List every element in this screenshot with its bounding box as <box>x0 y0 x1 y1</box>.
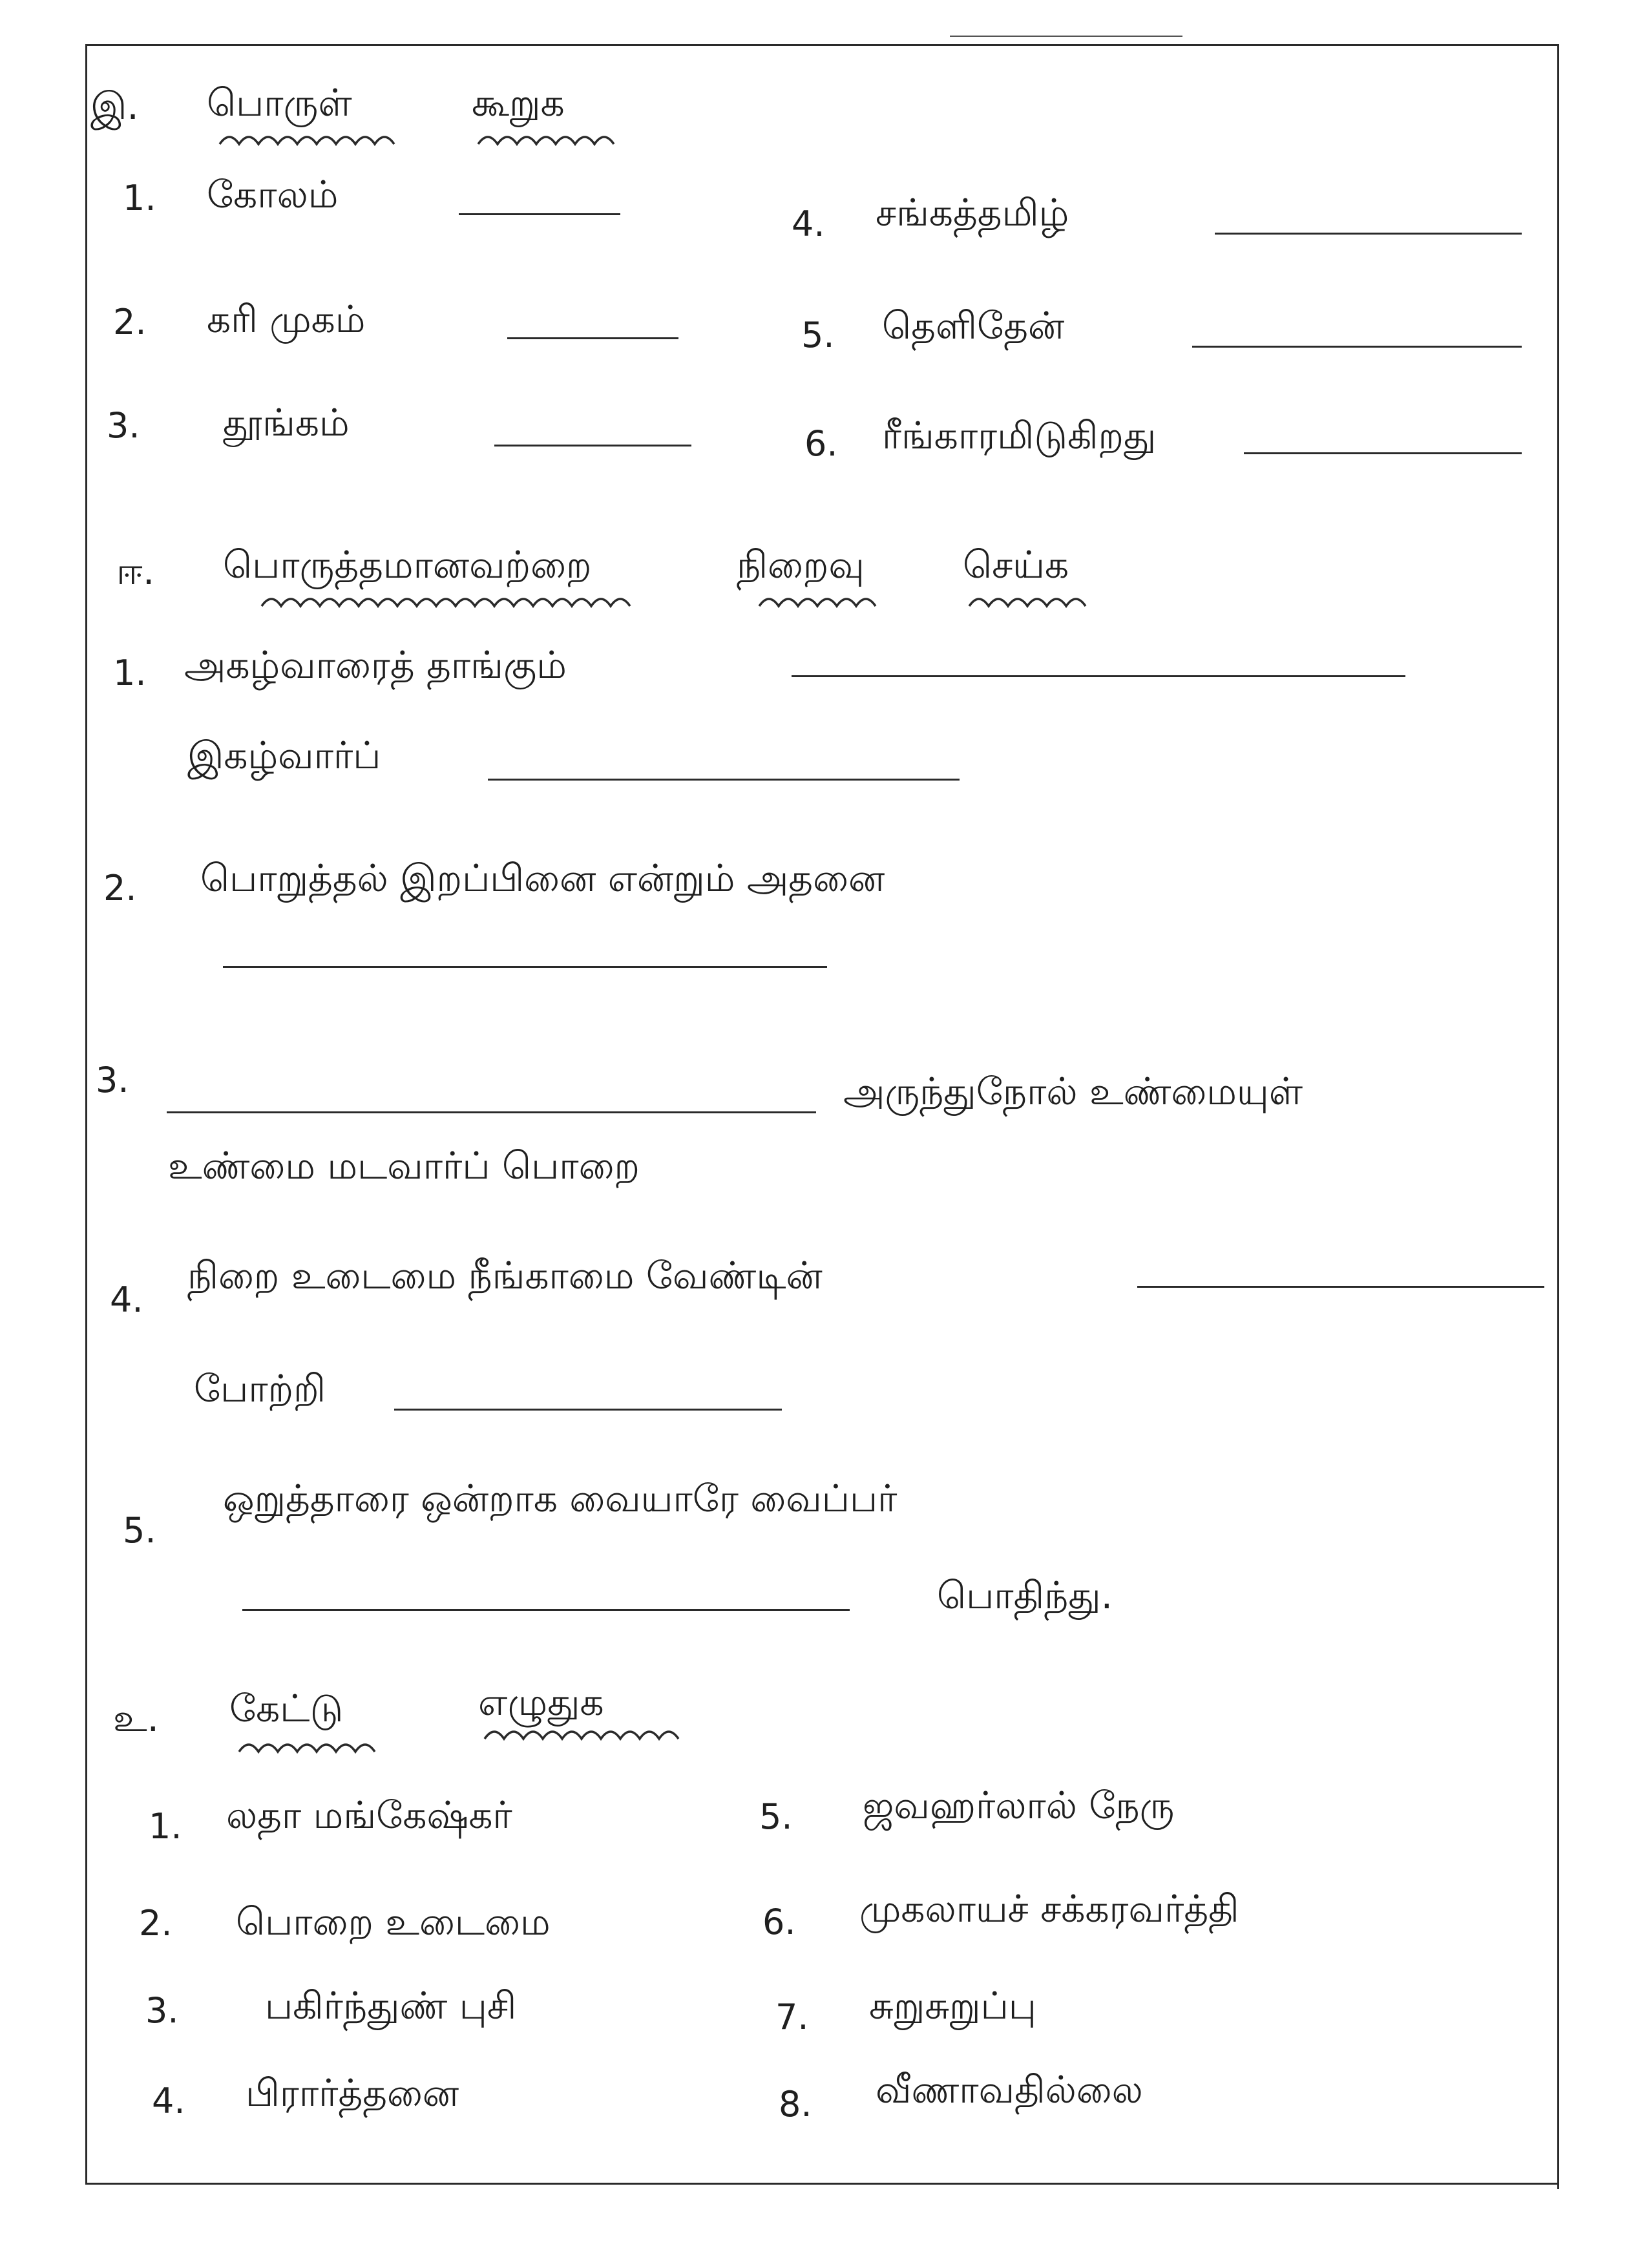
item-number: 1. <box>149 1806 182 1847</box>
question-number: 2. <box>103 868 137 908</box>
word-text: முகலாயச் சக்கரவர்த்தி <box>859 1887 1239 1931</box>
item-number: 4. <box>152 2081 185 2121</box>
answer-blank[interactable] <box>223 966 827 968</box>
answer-blank[interactable] <box>1137 1286 1544 1288</box>
question-text: பொதிந்து. <box>937 1573 1113 1617</box>
section-b-title-word2: நிறைவு <box>737 543 865 587</box>
question-number: 4. <box>110 1279 143 1320</box>
section-a-underline-1 <box>220 126 414 152</box>
item-number: 5. <box>759 1796 793 1837</box>
section-c-title-word1: கேட்டு <box>229 1686 344 1730</box>
word-text: ரீங்காரமிடுகிறது <box>882 414 1157 457</box>
word-text: வீணாவதில்லை <box>876 2068 1143 2112</box>
answer-blank[interactable] <box>459 213 620 215</box>
section-c-marker: உ. <box>113 1696 160 1740</box>
word-text: லதா மங்கேஷ்கர் <box>226 1793 512 1837</box>
word-text: தெளிதேன் <box>882 304 1065 348</box>
section-b-marker: ஈ. <box>116 549 155 593</box>
item-number: 4. <box>792 204 825 244</box>
section-c-underline-1 <box>239 1735 388 1761</box>
item-number: 1. <box>123 178 156 218</box>
section-b-underline-1 <box>262 589 630 615</box>
answer-blank[interactable] <box>1244 452 1522 454</box>
section-a-marker: இ. <box>90 84 139 128</box>
question-text: இகழ்வார்ப் <box>187 733 381 777</box>
section-c-underline-2 <box>485 1722 698 1748</box>
word-text: பகிர்ந்துண் புசி <box>265 1984 517 2028</box>
word-text: பிரார்த்தனை <box>246 2071 459 2115</box>
question-text: நிறை உடைமை நீங்காமை வேண்டின் <box>187 1254 823 1297</box>
section-a-title-word1: பொருள் <box>207 81 352 125</box>
section-b-underline-3 <box>969 589 1086 615</box>
word-text: ஜவஹர்லால் நேரு <box>863 1783 1175 1827</box>
frame-top-border <box>85 44 1559 46</box>
item-number: 3. <box>107 405 140 446</box>
item-number: 2. <box>113 302 147 342</box>
item-number: 6. <box>804 423 838 464</box>
answer-blank[interactable] <box>507 337 678 339</box>
item-number: 3. <box>145 1990 179 2031</box>
frame-left-border <box>85 44 87 2184</box>
item-number: 2. <box>139 1903 173 1944</box>
question-text: போற்றி <box>194 1367 326 1411</box>
question-text: ஒறுத்தாரை ஒன்றாக வையாரே வைப்பர் <box>223 1476 898 1520</box>
item-number: 7. <box>775 1997 809 2037</box>
section-c-title-word2: எழுதுக <box>478 1680 604 1724</box>
question-number: 3. <box>96 1060 129 1100</box>
word-text: சங்கத்தமிழ் <box>876 191 1069 235</box>
section-a-underline-2 <box>478 126 627 152</box>
answer-blank[interactable] <box>494 445 691 446</box>
answer-blank[interactable] <box>1215 233 1522 235</box>
answer-blank[interactable] <box>167 1111 816 1113</box>
item-number: 5. <box>801 315 835 355</box>
question-text: பொறுத்தல் இறப்பினை என்றும் அதனை <box>200 856 885 900</box>
answer-blank[interactable] <box>242 1609 850 1611</box>
word-text: தூங்கம் <box>223 401 350 445</box>
section-b-title-word1: பொருத்தமானவற்றை <box>223 543 592 587</box>
word-text: கரி முகம் <box>207 297 366 341</box>
top-scan-line <box>950 36 1182 37</box>
item-number: 6. <box>762 1902 796 1942</box>
word-text: கோலம் <box>207 173 339 216</box>
answer-blank[interactable] <box>1192 346 1522 348</box>
question-text: அகழ்வாரைத் தாங்கும் <box>184 643 567 687</box>
answer-blank[interactable] <box>792 675 1405 677</box>
word-text: சுறுசுறுப்பு <box>869 1984 1036 2028</box>
item-number: 8. <box>779 2084 812 2125</box>
word-text: பொறை உடைமை <box>236 1900 551 1944</box>
frame-right-border <box>1557 44 1559 2189</box>
answer-blank[interactable] <box>488 779 960 781</box>
question-number: 1. <box>113 653 147 693</box>
answer-blank[interactable] <box>394 1409 782 1411</box>
section-b-underline-2 <box>759 589 888 615</box>
frame-bottom-border <box>85 2183 1559 2185</box>
question-text: அருந்துநோல் உண்மையுள் <box>843 1069 1303 1113</box>
question-text: உண்மை மடவார்ப் பொறை <box>168 1144 640 1188</box>
section-a-title-word2: கூறுக <box>472 81 565 125</box>
section-b-title-word3: செய்க <box>963 543 1069 587</box>
question-number: 5. <box>123 1510 156 1551</box>
